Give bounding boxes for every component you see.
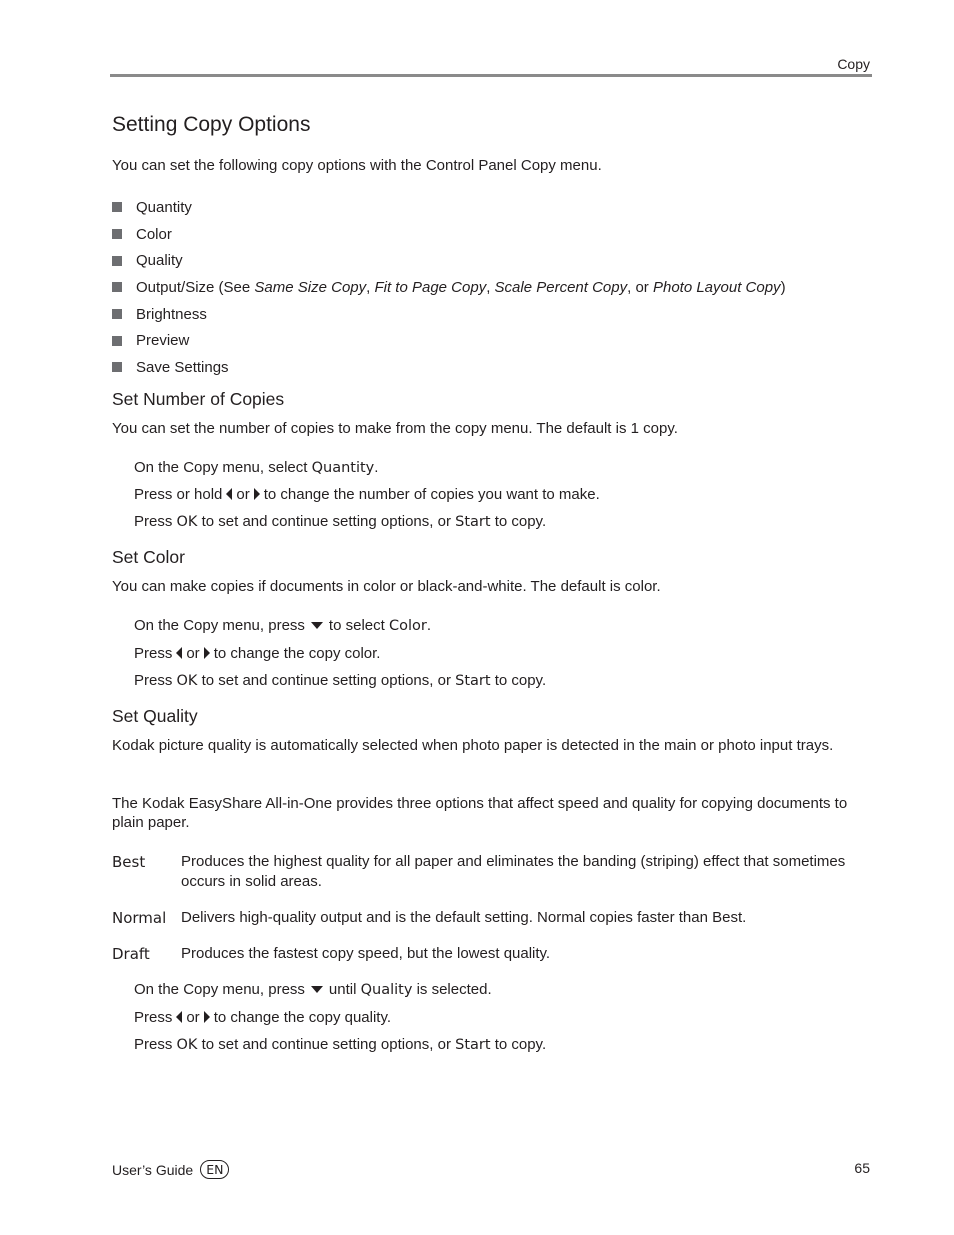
copies-step-3: Press OK to set and continue setting options, or Start to copy. [134,513,547,530]
copies-step-2: Press or hold or to change the number of copies you want to make. [134,486,600,503]
right-arrow-icon [254,488,260,500]
bullet-square-icon [112,282,122,292]
quality-description-2: The Kodak EasyShare All-in-One provides three options that affect speed and quality for copying documents to plain paper. [112,795,848,831]
quality-step-3: Press OK to set and continue setting options, or Start to copy. [134,1036,547,1053]
quality-term-normal: Normal [112,909,167,927]
quality-desc-best: Produces the highest quality for all paper and eliminates the banding (striping) effect that sometimes occurs in solid areas. [181,853,846,890]
section-heading-color: Set Color [112,547,185,567]
left-arrow-icon [226,488,232,500]
list-item: Brightness [112,301,786,328]
quality-desc-normal: Delivers high-quality output and is the default setting. Normal copies faster than Best. [181,909,747,926]
intro-paragraph: You can set the following copy options with the Control Panel Copy menu. [112,157,602,174]
list-item: Quantity [112,194,786,221]
section-heading-quality: Set Quality [112,706,198,726]
footer-guide: User’s Guide EN [112,1160,229,1179]
color-step-1: On the Copy menu, press to select Color. [134,617,431,634]
left-arrow-icon [176,647,182,659]
list-item: Color [112,221,786,248]
color-step-2: Press or to change the copy color. [134,645,381,662]
bullet-square-icon [112,336,122,346]
link-photo-layout-copy[interactable]: Photo Layout Copy [652,278,781,296]
bullet-square-icon [112,362,122,372]
link-fit-to-page-copy[interactable]: Fit to Page Copy [374,278,487,296]
link-same-size-copy[interactable]: Same Size Copy [254,278,367,296]
options-list [112,194,786,381]
bullet-square-icon [112,309,122,319]
copies-step-1: On the Copy menu, select Quantity. [134,459,379,476]
copies-description: You can set the number of copies to make from the copy menu. The default is 1 copy. [112,420,678,437]
header-rule [110,74,872,77]
quality-term-draft: Draft [112,945,150,963]
bullet-square-icon [112,229,122,239]
quality-step-2: Press or to change the copy quality. [134,1009,392,1026]
bullet-square-icon [112,256,122,266]
quality-step-1: On the Copy menu, press until Quality is selected. [134,981,492,998]
quality-description-1: Kodak picture quality is automatically selected when photo paper is detected in the main or photo input trays. [112,737,834,754]
right-arrow-icon [204,647,210,659]
color-description: You can make copies if documents in color or black-and-white. The default is color. [112,578,661,595]
color-step-3: Press OK to set and continue setting options, or Start to copy. [134,672,547,689]
section-heading-copies: Set Number of Copies [112,389,285,409]
running-header: Copy [837,56,870,72]
left-arrow-icon [176,1011,182,1023]
list-item: Output/Size (See Same Size Copy, Fit to Page Copy, Scale Percent Copy, or Photo Layout Copy) [112,274,786,301]
quality-term-best: Best [112,853,146,871]
language-badge: EN [200,1160,229,1179]
link-scale-percent-copy[interactable]: Scale Percent Copy [494,278,628,296]
down-arrow-icon [311,986,323,993]
quality-desc-draft: Produces the fastest copy speed, but the lowest quality. [181,945,551,962]
down-arrow-icon [311,622,323,629]
bullet-square-icon [112,202,122,212]
list-item: Quality [112,247,786,274]
page-title: Setting Copy Options [112,113,311,136]
list-item: Preview [112,327,786,354]
right-arrow-icon [204,1011,210,1023]
page-number: 65 [854,1160,870,1176]
list-item: Save Settings [112,354,786,381]
